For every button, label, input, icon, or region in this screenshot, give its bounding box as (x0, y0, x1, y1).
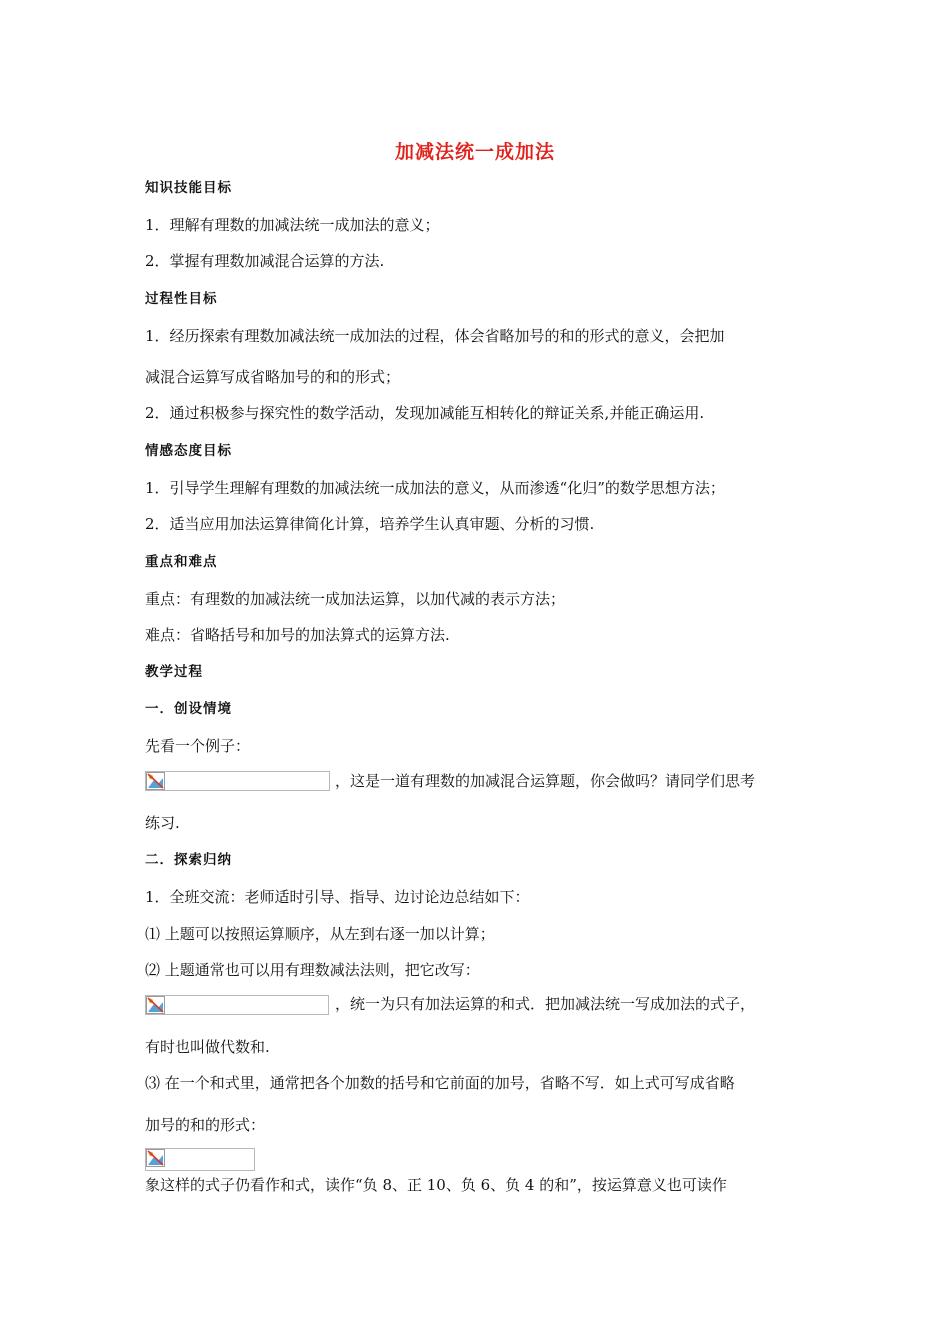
formula-image-2 (145, 995, 329, 1015)
section-1-text-cont: 练习. (145, 814, 180, 832)
process-item-1-cont: 减混合运算写成省略加号的和的形式； (145, 368, 401, 386)
section-2-p5: ⑶ 在一个和式里，通常把各个加数的括号和它前面的加号，省略不写．如上式可写成省略 (145, 1074, 735, 1092)
formula-image-1 (145, 771, 330, 791)
section-1-intro: 先看一个例子： (145, 737, 251, 755)
document-title: 加减法统一成加法 (394, 141, 555, 163)
heading-section-2: 二．探索归纳 (145, 852, 232, 868)
knowledge-item-1: 1．理解有理数的加减法统一成加法的意义； (145, 216, 440, 234)
formula-image-3 (145, 1148, 255, 1171)
heading-key-points: 重点和难点 (145, 554, 218, 570)
heading-process: 过程性目标 (145, 291, 218, 307)
emotion-item-2: 2．适当应用加法运算律简化计算，培养学生认真审题、分析的习惯. (145, 515, 595, 533)
knowledge-item-2: 2．掌握有理数加减混合运算的方法. (145, 252, 385, 270)
heading-teaching-process: 教学过程 (145, 664, 203, 680)
section-2-p1: 1．全班交流：老师适时引导、指导、边讨论边总结如下： (145, 888, 530, 906)
section-2-p4: 有时也叫做代数和. (145, 1038, 270, 1056)
section-2-p2: ⑴ 上题可以按照运算顺序，从左到右逐一加以计算； (145, 925, 495, 943)
broken-image-icon (146, 996, 165, 1014)
key-point: 重点：有理数的加减法统一成加法运算，以加代减的表示方法； (145, 590, 566, 608)
difficult-point: 难点：省略括号和加号的加法算式的运算方法. (145, 626, 450, 644)
broken-image-icon (146, 1149, 165, 1167)
section-2-p7: 象这样的式子仍看作和式，读作“负 8、正 10、负 6、负 4 的和”，按运算意义也可读作 (145, 1176, 727, 1194)
section-1-text-after-image: ，这是一道有理数的加减混合运算题，你会做吗？请同学们思考 (335, 772, 756, 790)
broken-image-icon (146, 772, 165, 790)
process-item-1: 1．经历探索有理数加减法统一成加法的过程，体会省略加号的和的形式的意义，会把加 (145, 327, 725, 345)
emotion-item-1: 1．引导学生理解有理数的加减法统一成加法的意义，从而渗透“化归”的数学思想方法； (145, 479, 725, 497)
section-2-p6: 加号的和的形式： (145, 1116, 266, 1134)
heading-emotion: 情感态度目标 (145, 443, 232, 459)
section-2-p3: ⑵ 上题通常也可以用有理数减法法则，把它改写： (145, 961, 480, 979)
section-2-text-after-image: ，统一为只有加法运算的和式．把加减法统一写成加法的式子， (335, 995, 756, 1013)
heading-section-1: 一．创设情境 (145, 701, 232, 717)
heading-knowledge: 知识技能目标 (145, 180, 232, 196)
process-item-2: 2．通过积极参与探究性的数学活动，发现加减能互相转化的辩证关系,并能正确运用. (145, 404, 705, 422)
